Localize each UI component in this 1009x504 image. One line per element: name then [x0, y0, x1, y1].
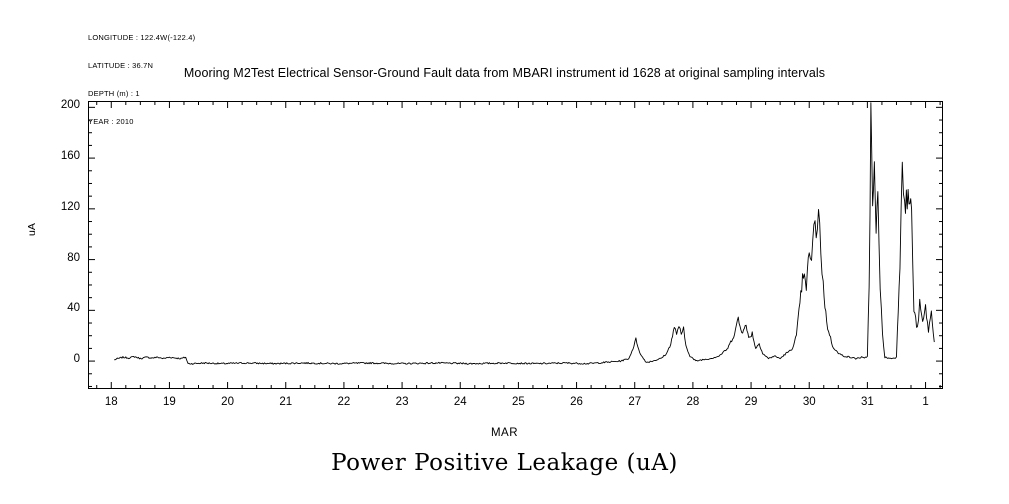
- x-tick-label: 1: [922, 396, 929, 408]
- y-tick-label: 80: [67, 251, 80, 264]
- x-tick-label: 29: [744, 396, 758, 408]
- x-tick-label: 30: [802, 396, 816, 408]
- x-tick-label: 24: [453, 396, 467, 408]
- x-tick-label: 26: [570, 396, 583, 408]
- chart-caption: Power Positive Leakage (uA): [331, 450, 678, 476]
- chart-title: Mooring M2Test Electrical Sensor-Ground Fault data from MBARI instrument id 1628 at original sampling intervals: [183, 66, 826, 80]
- x-tick-label: 31: [860, 396, 874, 408]
- y-tick-label: 160: [60, 150, 80, 163]
- x-tick-label: 27: [628, 396, 642, 408]
- x-tick-label: 18: [104, 396, 118, 408]
- metadata-line-longitude: LONGITUDE : 122.4W(-122.4): [88, 32, 196, 42]
- metadata-line-year: YEAR : 2010: [88, 117, 134, 127]
- y-tick-label: 0: [73, 353, 80, 366]
- x-tick-label: 23: [395, 396, 409, 408]
- x-tick-label: 20: [221, 396, 234, 408]
- x-tick-label: 28: [686, 396, 700, 408]
- metadata-line-depth: DEPTH (m) : 1: [88, 89, 140, 99]
- x-tick-label: 25: [512, 396, 525, 408]
- y-tick-label: 40: [67, 302, 80, 315]
- x-tick-label: 19: [163, 396, 176, 408]
- x-tick-label: 22: [337, 396, 351, 408]
- x-axis-label: MAR: [490, 427, 519, 439]
- x-tick-label: 21: [279, 396, 293, 408]
- plot-area: [88, 101, 943, 389]
- metadata-line-latitude: LATITUDE : 36.7N: [88, 61, 154, 71]
- y-axis-label: uA: [26, 223, 38, 236]
- y-tick-label: 120: [60, 200, 80, 213]
- y-tick-label: 200: [60, 99, 80, 112]
